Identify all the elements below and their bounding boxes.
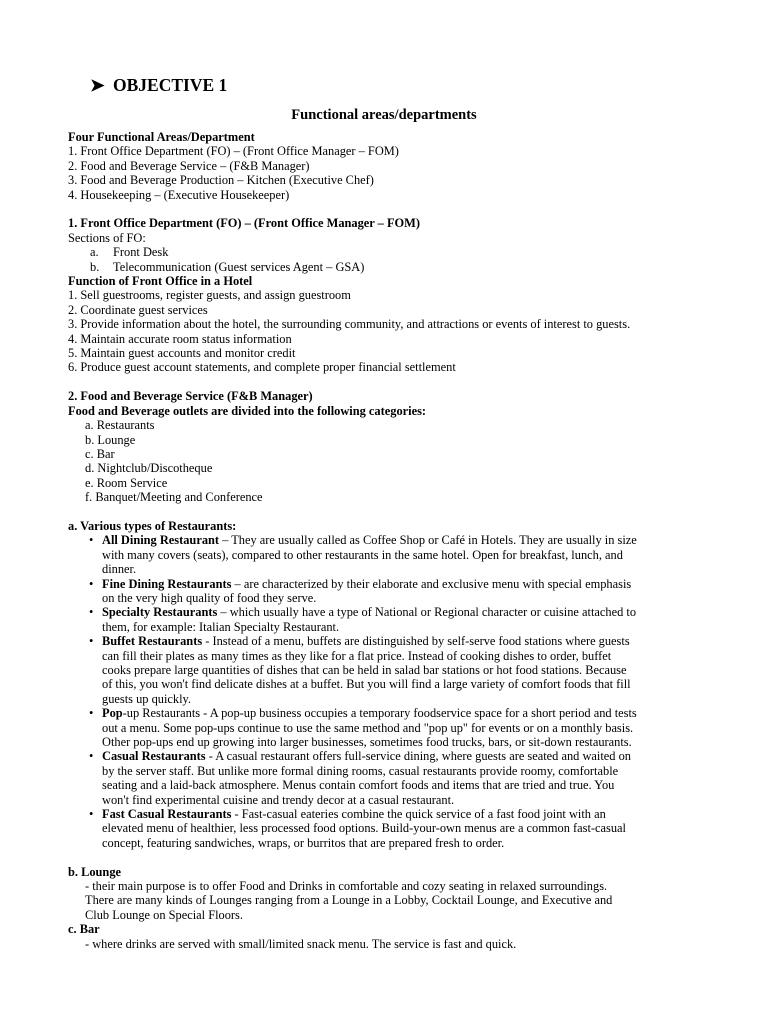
section-item: b. Telecommunication (Guest services Agent – GSA) [90, 259, 365, 274]
category-item: d. Nightclub/Discotheque [85, 461, 213, 476]
lounge-line: Club Lounge on Special Floors. [85, 907, 243, 922]
restaurant-type-item [68, 807, 700, 850]
restaurant-type-item [68, 634, 700, 706]
restaurant-type-name: Fast Casual Restaurants [102, 807, 232, 822]
restaurant-type-item [68, 749, 700, 807]
restaurant-type-text: cooks prepare large quantities of dishes that can be held in salad bar stations or hot food stations. Because [102, 662, 627, 677]
restaurant-type-item [68, 533, 700, 576]
bullet-icon: • [89, 634, 94, 649]
lounge-heading: b. Lounge [68, 864, 122, 879]
document-body [68, 130, 700, 951]
restaurant-type-text: on the very high quality of food they serve. [102, 590, 317, 605]
front-office-heading: 1. Front Office Department (FO) – (Front Office Manager – FOM) [68, 216, 420, 231]
restaurant-type-text: – They are usually called as Coffee Shop or Café in Hotels. They are usually in size [219, 533, 637, 548]
restaurant-type-item [68, 706, 700, 749]
restaurant-type-text: by the server staff. But unlike more formal dining rooms, casual restaurants provide roomy, comfortable [102, 763, 619, 778]
restaurant-type-text: - Instead of a menu, buffets are distinguished by self-serve food stations where guests [202, 634, 630, 649]
restaurant-type-text: elevated menu of healthier, less processed food options. Build-your-own menus are a common fast-casual [102, 821, 626, 836]
restaurant-type-text: – are characterized by their elaborate and exclusive menu with special emphasis [231, 576, 632, 591]
restaurant-type-text: concept, featuring sandwiches, wraps, or burritos that are prepared fresh to order. [102, 835, 505, 850]
bar-heading: c. Bar [68, 922, 100, 937]
restaurant-type-name: All Dining Restaurant [102, 533, 220, 548]
function-item: 3. Provide information about the hotel, the surrounding community, and attractions or events of interest to guests. [68, 317, 631, 332]
category-item: f. Banquet/Meeting and Conference [85, 490, 263, 505]
category-item: b. Lounge [85, 432, 136, 447]
restaurant-type-text: of this, you won't find delicate dishes at a buffet. But you will find a large variety of comfort foods that fill [102, 677, 631, 692]
restaurant-type-text: won't find experimental cuisine and trendy decor at a casual restaurant. [102, 792, 455, 807]
bullet-icon: • [89, 533, 94, 548]
four-areas-item: 4. Housekeeping – (Executive Housekeeper) [68, 187, 290, 202]
function-heading: Function of Front Office in a Hotel [68, 274, 253, 289]
restaurant-type-text: – which usually have a type of National or Regional character or cuisine attached to [217, 605, 637, 620]
restaurant-type-text: - Fast-casual eateries combine the quick service of a fast food joint with an [231, 807, 606, 822]
restaurant-type-text: with many covers (seats), compared to other restaurants in the same hotel. Open for breakfast, lunch, and [102, 547, 623, 562]
bullet-icon: • [89, 605, 94, 620]
function-item: 5. Maintain guest accounts and monitor credit [68, 346, 296, 361]
function-item: 1. Sell guestrooms, register guests, and assign guestroom [68, 288, 351, 303]
fb-service-subheading: Food and Beverage outlets are divided into the following categories: [68, 403, 427, 418]
bullet-icon: • [89, 706, 94, 721]
four-areas-item: 2. Food and Beverage Service – (F&B Manager) [68, 158, 310, 173]
section-item: a. Front Desk [90, 245, 169, 260]
function-item: 6. Produce guest account statements, and complete proper financial settlement [68, 360, 456, 375]
fb-service-heading: 2. Food and Beverage Service (F&B Manager) [68, 389, 313, 404]
restaurant-type-name: Pop [102, 706, 123, 721]
restaurant-type-text: seating and a laid-back atmosphere. Menus contain comfort foods and items that are tried and true. You [102, 778, 615, 793]
restaurant-type-text: them, for example: Italian Specialty Restaurant. [102, 619, 340, 634]
bar-line: - where drinks are served with small/limited snack menu. The service is fast and quick. [85, 936, 517, 951]
restaurant-type-text: out a menu. Some pop-ups continue to use the same method and "pop up" for events or on a monthly basis. [102, 720, 634, 735]
bullet-icon: • [89, 807, 94, 822]
restaurant-type-name: Fine Dining Restaurants [102, 576, 232, 591]
category-item: a. Restaurants [85, 418, 155, 433]
restaurant-type-text: - A casual restaurant offers full-service dining, where guests are seated and waited on [205, 749, 631, 764]
objective-label: OBJECTIVE 1 [113, 75, 228, 95]
page-title: Functional areas/departments [291, 107, 477, 123]
restaurant-type-name: Casual Restaurants [102, 749, 206, 764]
restaurant-type-item [68, 577, 700, 606]
function-item: 4. Maintain accurate room status information [68, 331, 292, 346]
lounge-line: There are many kinds of Lounges ranging from a Lounge in a Lobby, Cocktail Lounge, and Executive and [85, 893, 613, 908]
four-areas-item: 1. Front Office Department (FO) – (Front Office Manager – FOM) [68, 144, 399, 159]
objective-heading [90, 74, 227, 96]
arrow-bullet-icon: ➤ [90, 75, 105, 95]
lounge-line: - their main purpose is to offer Food and Drinks in comfortable and cozy seating in relaxed surroundings. [85, 879, 608, 894]
function-item: 2. Coordinate guest services [68, 302, 208, 317]
restaurant-type-text: -up Restaurants - A pop-up business occupies a temporary foodservice space for a short period and tests [122, 706, 637, 721]
restaurants-heading: a. Various types of Restaurants: [68, 518, 237, 533]
restaurant-type-text: Other pop-ups end up growing into larger businesses, sometimes food trucks, bars, or sit-down restaurants. [102, 735, 632, 750]
restaurant-type-text: dinner. [102, 562, 137, 577]
bullet-icon: • [89, 576, 94, 591]
restaurant-type-text: guests up quickly. [102, 691, 192, 706]
sections-label: Sections of FO: [68, 230, 146, 245]
restaurant-type-item [68, 605, 700, 634]
restaurant-type-name: Specialty Restaurants [102, 605, 218, 620]
four-areas-heading: Four Functional Areas/Department [68, 130, 255, 144]
bullet-icon: • [89, 749, 94, 764]
restaurant-type-name: Buffet Restaurants [102, 634, 203, 649]
category-item: c. Bar [85, 446, 115, 461]
restaurant-type-list [68, 533, 700, 850]
restaurant-type-text: can fill their plates as many times as they like for a flat price. Instead of cooking dishes to order, buffet [102, 648, 612, 663]
category-item: e. Room Service [85, 475, 168, 490]
four-areas-item: 3. Food and Beverage Production – Kitchen (Executive Chef) [68, 173, 374, 188]
